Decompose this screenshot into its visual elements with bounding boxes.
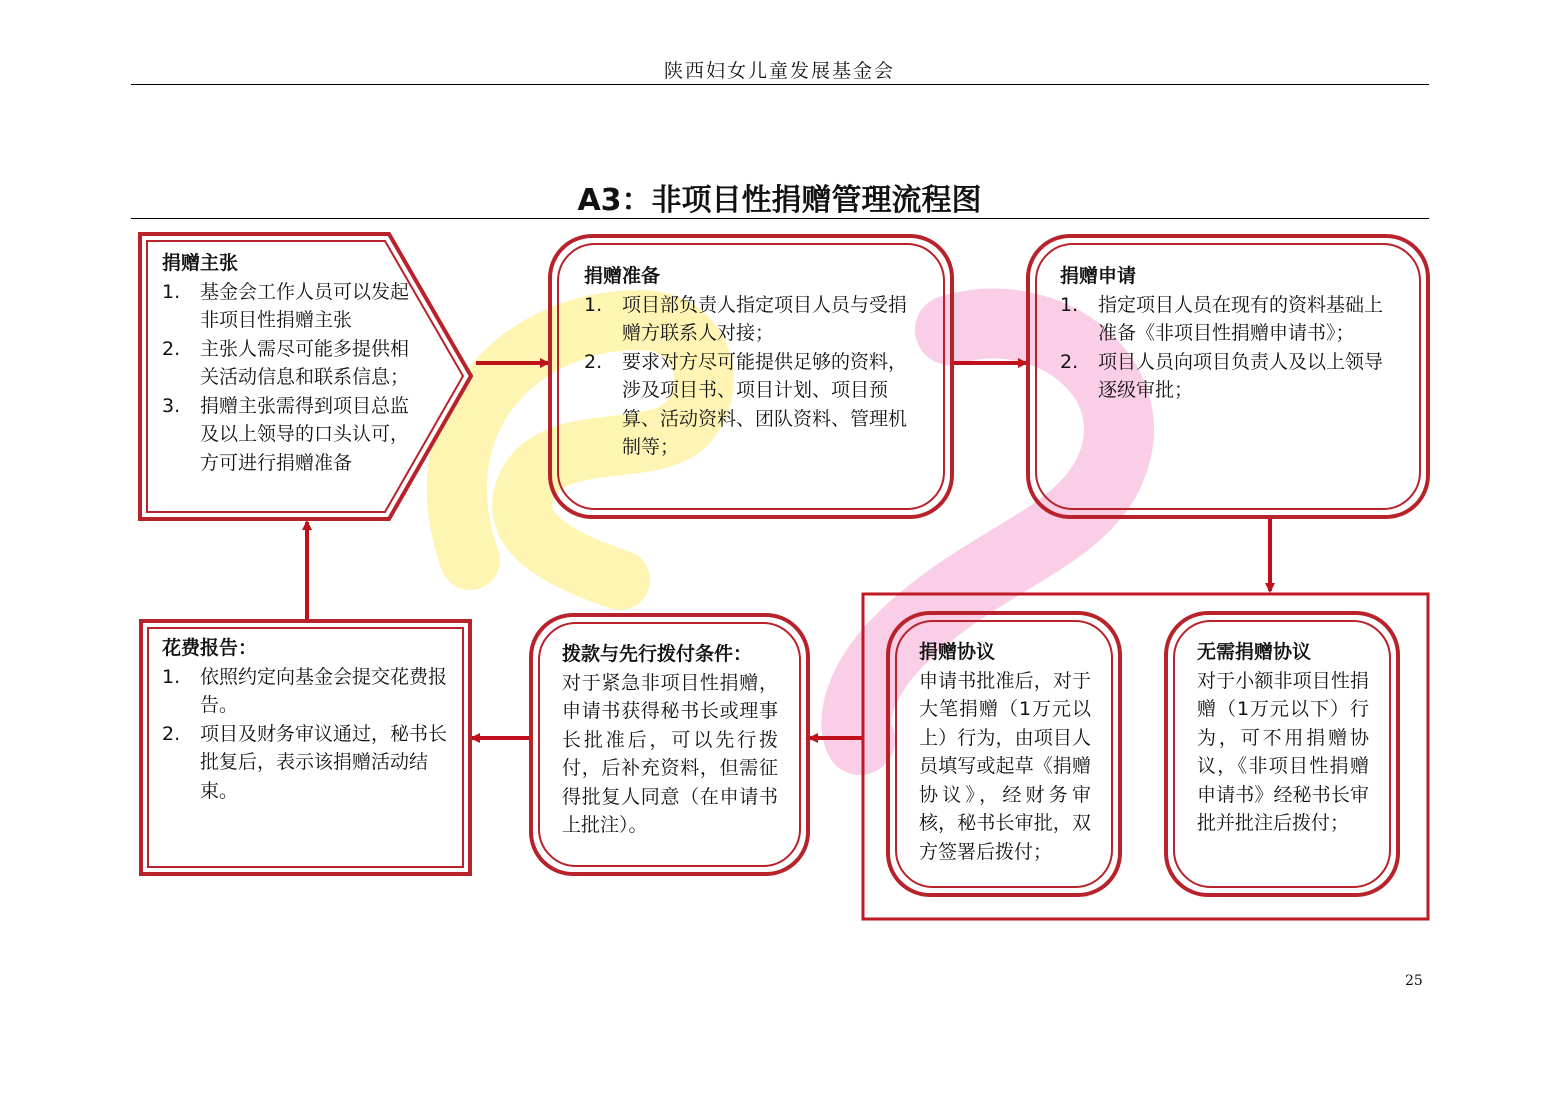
page-number: 25 <box>1405 973 1423 989</box>
payment-content <box>562 640 778 845</box>
application-heading: 捐赠申请 <box>1060 265 1137 287</box>
no-agreement-content <box>1197 638 1369 868</box>
agreement-text: 申请书批准后，对于大笔捐赠（1万元以上）行为，由项目人员填写或起草《捐赠协议》，经财务审核，秘书长审批，双方签署后拨付； <box>919 669 1091 863</box>
application-item: 2. 项目人员向项目负责人及以上领导逐级审批； <box>1060 350 1384 401</box>
report-item: 1. 依照约定向基金会提交花费报告。 <box>162 665 448 716</box>
page-header: 陕西妇女儿童发展基金会 <box>663 60 895 82</box>
proposal-box <box>162 249 414 511</box>
preparation-item: 1. 项目部负责人指定项目人员与受捐赠方联系人对接； <box>584 293 908 344</box>
agreement-heading: 捐赠协议 <box>919 641 996 663</box>
report-content <box>162 634 454 864</box>
proposal-item: 2. 主张人需尽可能多提供相关活动信息和联系信息； <box>162 337 410 388</box>
proposal-item: 3. 捐赠主张需得到项目总监及以上领导的口头认可，方可进行捐赠准备 <box>162 394 410 474</box>
preparation-item: 2. 要求对方尽可能提供足够的资料，涉及项目书、项目计划、项目预算、活动资料、团队资料、管理机制等； <box>584 350 908 458</box>
application-item: 1. 指定项目人员在现有的资料基础上准备《非项目性捐赠申请书》； <box>1060 293 1384 344</box>
no-agreement-heading: 无需捐赠协议 <box>1197 641 1312 663</box>
no-agreement-text: 对于小额非项目性捐赠（1万元以下）行为，可不用捐赠协议，《非项目性捐赠申请书》经秘书长审批并批注后拨付； <box>1197 669 1369 834</box>
application-content <box>1060 262 1400 462</box>
report-heading: 花费报告： <box>162 637 258 659</box>
payment-heading: 拨款与先行拨付条件： <box>562 643 753 665</box>
proposal-heading: 捐赠主张 <box>162 252 239 274</box>
preparation-content <box>584 262 924 462</box>
diagram-title: A3：非项目性捐赠管理流程图 <box>577 183 982 218</box>
payment-text: 对于紧急非项目性捐赠，申请书获得秘书长或理事长批准后，可以先行拨付，后补充资料，但需征得批复人同意（在申请书上批注）。 <box>562 671 778 836</box>
preparation-heading: 捐赠准备 <box>584 265 661 287</box>
report-item: 2. 项目及财务审议通过，秘书长批复后，表示该捐赠活动结束。 <box>162 722 448 802</box>
agreement-content <box>919 638 1091 864</box>
proposal-item: 1. 基金会工作人员可以发起非项目性捐赠主张 <box>162 280 410 331</box>
